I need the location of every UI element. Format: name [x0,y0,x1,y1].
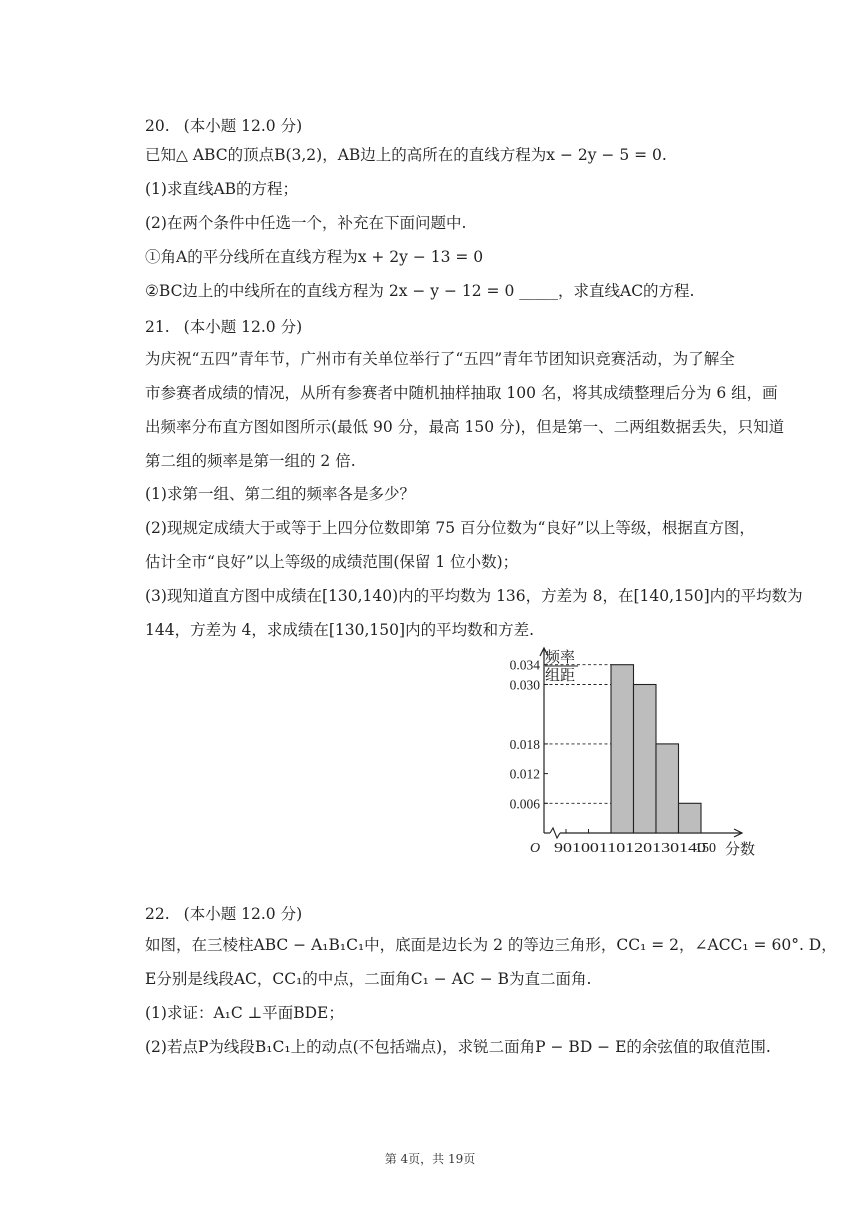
x-tick-label-last: 150 [695,841,716,856]
y-tick-label: 0.034 [509,657,540,673]
q20-line-5: ②BC边上的中线所在的直线方程为 2x − y − 12 = 0 _____，求直线AC的方程. [145,282,695,300]
question-score: (本小题 12.0 分) [183,117,303,135]
question-number: 20. [145,117,170,135]
histogram-bar [611,665,634,833]
q20-line-4: ①角A的平分线所在直线方程为x + 2y − 13 = 0 [145,248,484,266]
question-20-header [145,114,302,136]
q22-line-2: E分别是线段AC，CC₁的中点，二面角C₁ − AC − B为直二面角. [145,970,592,988]
y-axis-label-bottom: 组距 [545,668,576,684]
q21-line-2: 市参赛者成绩的情况，从所有参赛者中随机抽样抽取 100 名，将其成绩整理后分为 6 组，画 [145,384,778,402]
histogram-bar [634,685,657,834]
chart-bars [611,665,701,833]
y-tick-label: 0.030 [509,677,540,693]
q21-line-5: (1)求第一组、第二组的频率各是多少？ [145,485,415,503]
y-tick-label: 0.012 [509,766,540,782]
y-axis-label-top: 频率 [545,650,576,666]
q21-line-6: (2)现规定成绩大于或等于上四分位数即第 75 百分位数为“良好”以上等级，根据直方图， [145,519,755,537]
frequency-histogram [496,640,766,862]
histogram-bar [679,803,702,833]
histogram-bar [656,744,679,833]
question-22-header [145,902,302,924]
q21-line-1: 为庆祝“五四”青年节，广州市有关单位举行了“五四”青年节团知识竞赛活动，为了解全 [145,350,735,368]
question-number: 22. [145,905,170,923]
q21-line-3: 出频率分布直方图如图所示(最低 90 分，最高 150 分)，但是第一、二两组数据丢失，只知道 [145,418,785,436]
page-footer: 第 4页，共 19页 [384,1152,476,1166]
q21-line-4: 第二组的频率是第一组的 2 倍. [145,452,356,470]
q20-line-1: 已知△ ABC的顶点B(3,2)，AB边上的高所在的直线方程为x − 2y − 5 = 0. [145,146,667,164]
q22-line-1: 如图，在三棱柱ABC − A₁B₁C₁中，底面是边长为 2 的等边三角形，CC₁ = 2，∠ACC₁ = 60°. D， [145,936,837,954]
question-number: 21. [145,318,170,336]
question-score: (本小题 12.0 分) [183,318,303,336]
q21-line-7: 估计全市“良好”以上等级的成绩范围(保留 1 位小数)； [145,553,519,571]
question-score: (本小题 12.0 分) [183,905,303,923]
x-axis-break [550,828,560,838]
question-21-header [145,315,302,337]
q22-line-4: (2)若点P为线段B₁C₁上的动点(不包括端点)，求锐二面角P − BD − E的余弦值的取值范围. [145,1038,771,1056]
q22-line-3: (1)求证：A₁C ⊥平面BDE； [145,1004,344,1022]
q20-line-2: (1)求直线AB的方程； [145,180,299,198]
x-tick-labels: 90100110120130140 [554,841,706,856]
y-tick-label: 0.018 [509,736,540,752]
q20-line-3: (2)在两个条件中任选一个，补充在下面问题中. [145,214,467,232]
q21-line-8: (3)现知道直方图中成绩在[130,140)内的平均数为 136，方差为 8，在[140,150]内的平均数为 [145,587,803,605]
x-axis-label: 分数 [725,842,756,858]
q21-line-9: 144，方差为 4，求成绩在[130,150]内的平均数和方差. [145,621,534,639]
origin-label: O [530,841,541,856]
y-tick-label: 0.006 [509,796,540,812]
